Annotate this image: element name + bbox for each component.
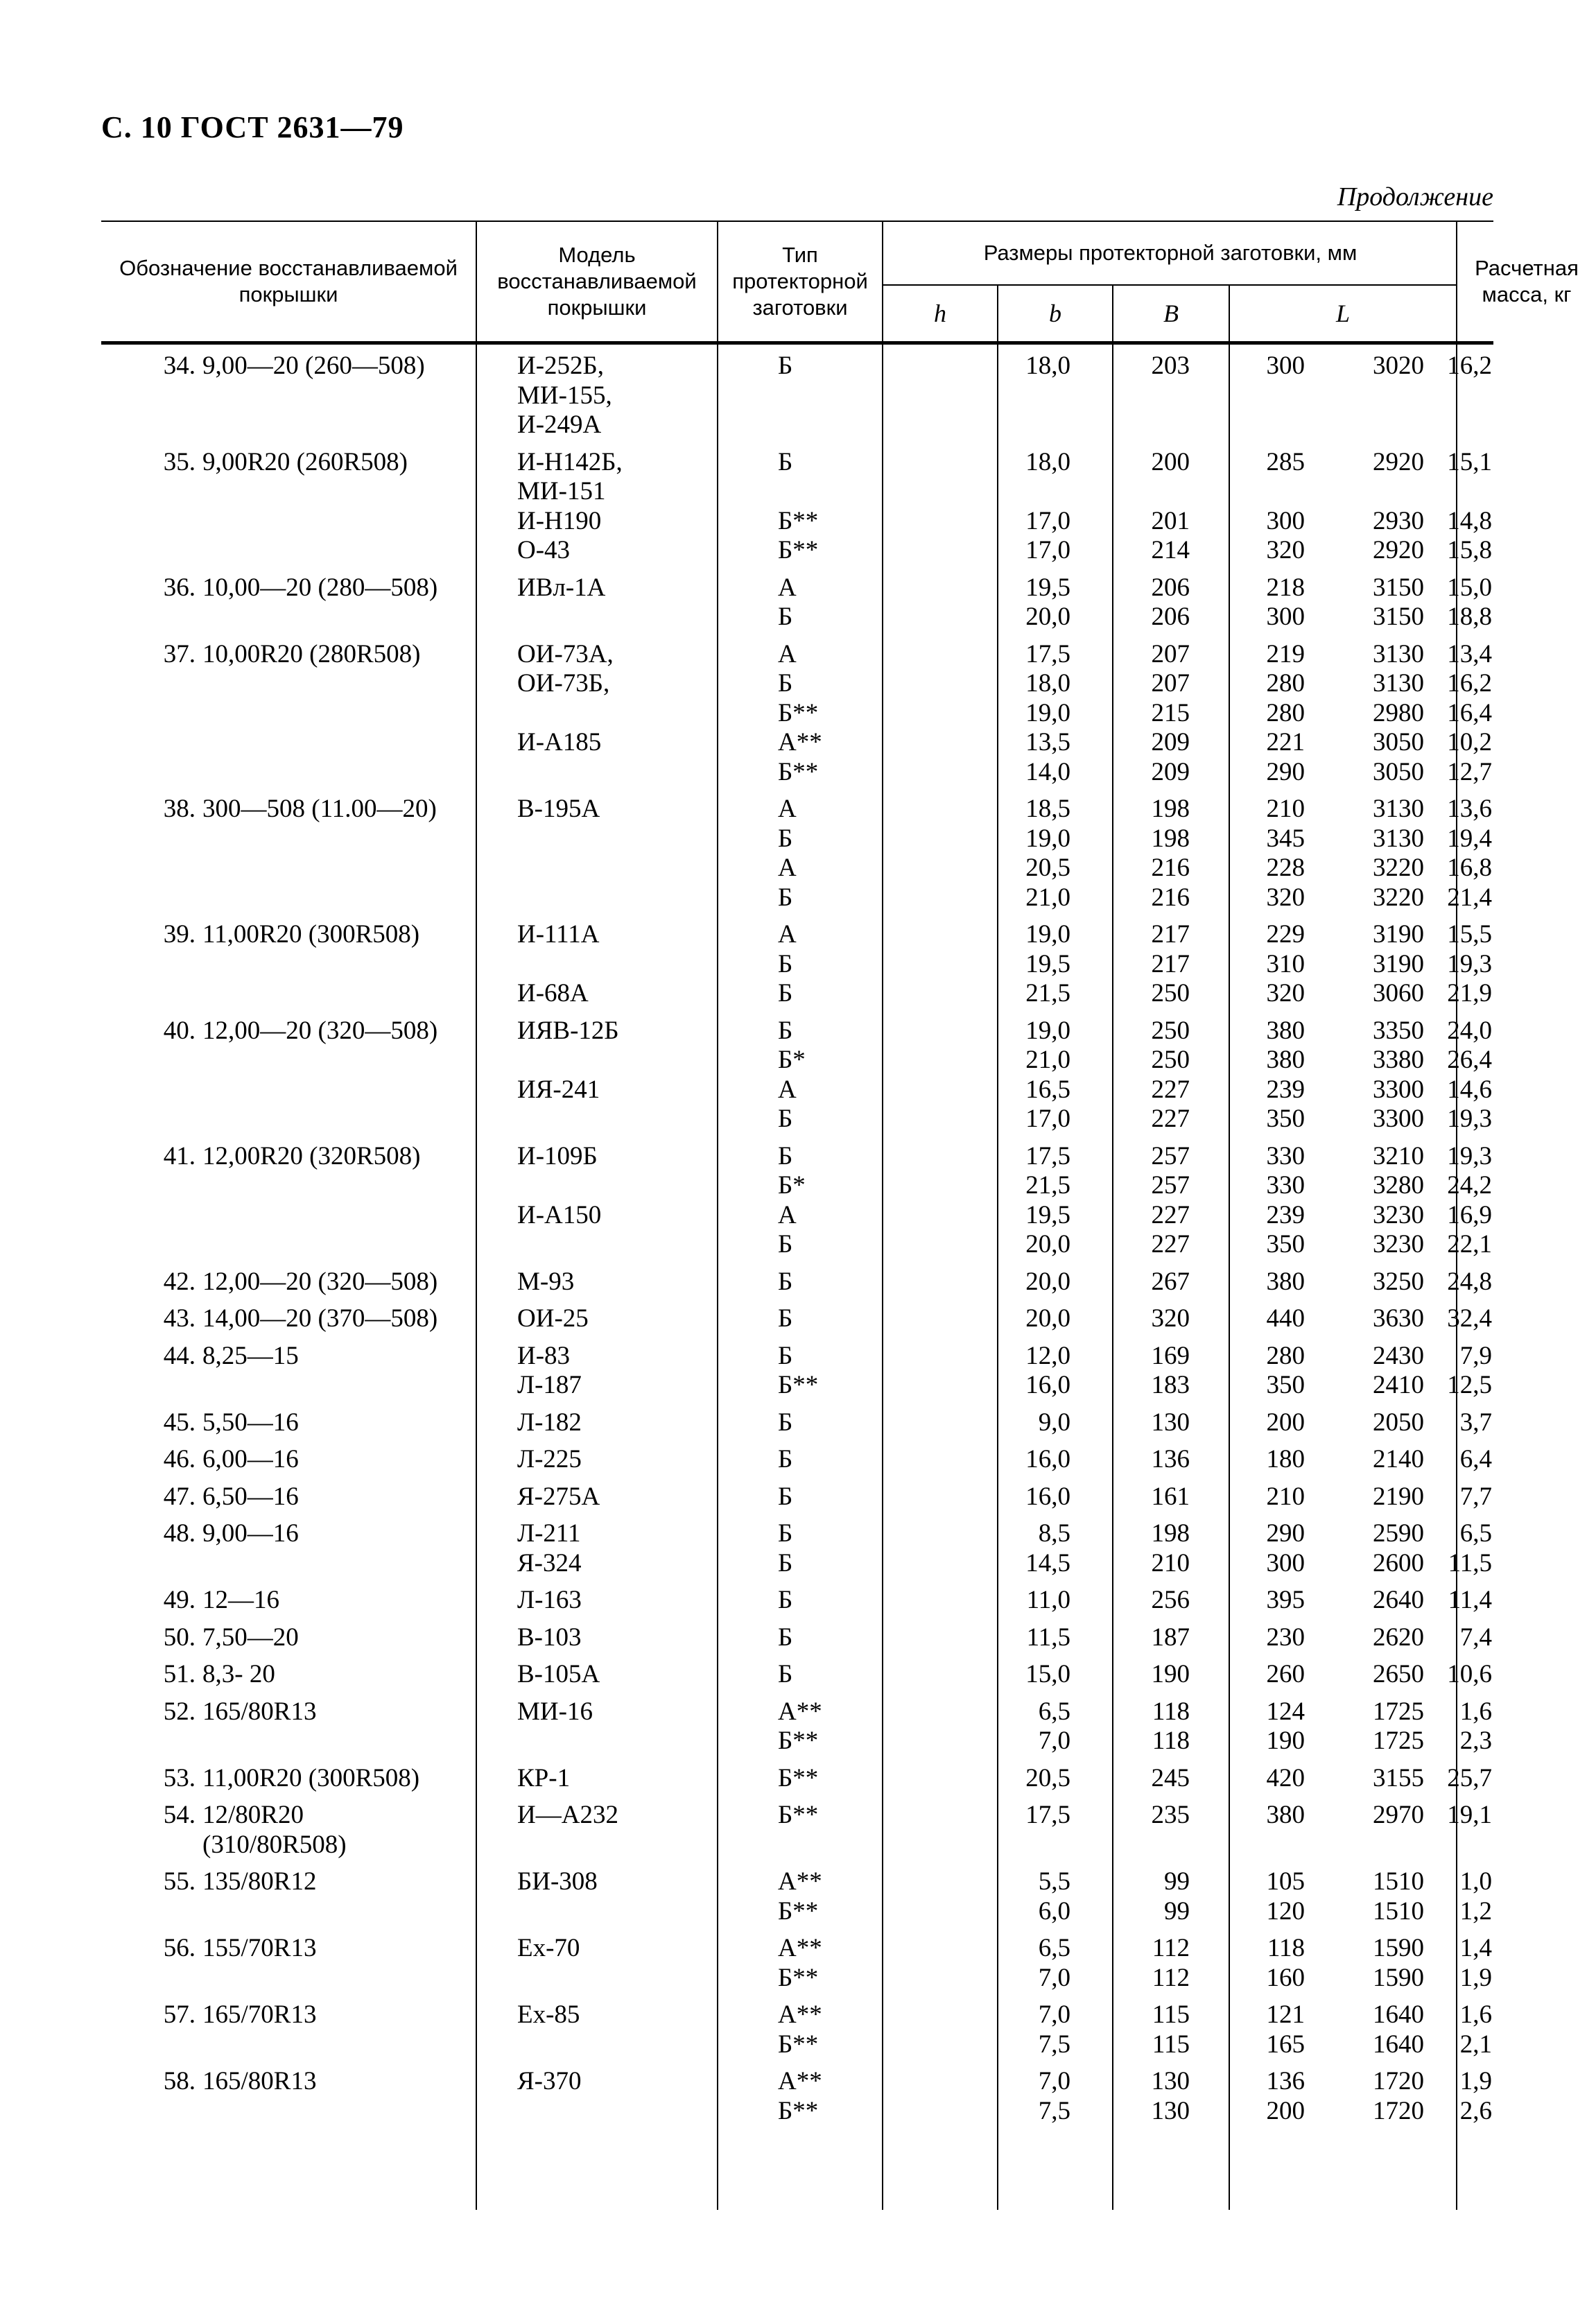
designation-cell bbox=[101, 795, 469, 824]
tire-designation: 12,00—20 (320—508) bbox=[202, 1016, 438, 1045]
row-number: 37. bbox=[163, 639, 196, 668]
b-cell: 257 257 227 227 bbox=[1151, 1141, 1190, 1259]
model-cell: И-252Б, МИ-155, И-249А bbox=[517, 352, 612, 439]
row-number: 38. bbox=[163, 795, 196, 823]
row-number: 41. bbox=[163, 1141, 196, 1170]
row-number: 53. bbox=[163, 1763, 196, 1792]
B-cell: 200 bbox=[1266, 1408, 1305, 1437]
b-cell: 130 130 bbox=[1151, 2067, 1190, 2125]
mass-cell: 15,5 19,3 21,9 bbox=[1447, 920, 1492, 1008]
model-cell: Я-370 bbox=[517, 2067, 582, 2095]
type-cell: А Б А Б bbox=[778, 795, 797, 912]
tire-designation: 12,00R20 (320R508) bbox=[202, 1141, 421, 1170]
b-cell: 115 115 bbox=[1152, 2000, 1190, 2059]
b-cell: 320 bbox=[1151, 1304, 1190, 1333]
h-cell: 20,5 bbox=[1025, 1763, 1070, 1792]
tire-designation: 300—508 (11.00—20) bbox=[202, 795, 437, 823]
model-cell: ОИ-73А, ОИ-73Б, И-А185 bbox=[517, 639, 614, 756]
model-cell: КР-1 bbox=[517, 1763, 571, 1792]
type-cell: Б bbox=[778, 1482, 793, 1511]
tire-designation: 135/80R12 bbox=[202, 1867, 317, 1896]
model-cell: МИ-16 bbox=[517, 1697, 593, 1726]
b-cell: 245 bbox=[1151, 1763, 1190, 1792]
L-cell: 2620 bbox=[1373, 1623, 1424, 1652]
type-cell: Б bbox=[778, 1304, 793, 1333]
L-cell: 2970 bbox=[1373, 1801, 1424, 1829]
header-L: L bbox=[1335, 300, 1351, 327]
h-cell: 11,0 bbox=[1026, 1586, 1070, 1614]
b-cell: 198 198 216 216 bbox=[1151, 795, 1190, 912]
row-number: 48. bbox=[163, 1519, 196, 1548]
b-cell: 169 183 bbox=[1151, 1341, 1190, 1399]
tire-designation: 12/80R20 (310/80R508) bbox=[202, 1801, 347, 1859]
model-cell: Л-225 bbox=[517, 1445, 582, 1473]
B-cell: 210 bbox=[1266, 1482, 1305, 1511]
model-cell: В-103 bbox=[517, 1623, 582, 1652]
type-cell: Б bbox=[778, 1408, 793, 1437]
mass-cell: 1,4 1,9 bbox=[1459, 1934, 1492, 1992]
b-cell: 256 bbox=[1151, 1586, 1190, 1614]
model-cell: Ех-70 bbox=[517, 1934, 580, 1962]
L-cell: 2920 2930 2920 bbox=[1373, 447, 1424, 564]
row-number: 49. bbox=[163, 1586, 196, 1614]
h-cell: 18,0 bbox=[1025, 352, 1070, 380]
mass-cell: 32,4 bbox=[1447, 1304, 1492, 1333]
tire-designation: 165/70R13 bbox=[202, 2000, 317, 2029]
designation-cell bbox=[101, 1142, 469, 1172]
h-cell: 17,5 21,5 19,5 20,0 bbox=[1025, 1141, 1070, 1259]
B-cell: 280 350 bbox=[1266, 1341, 1305, 1399]
L-cell: 2590 2600 bbox=[1373, 1519, 1424, 1577]
L-cell: 2050 bbox=[1373, 1408, 1424, 1437]
mass-cell: 6,5 11,5 bbox=[1448, 1519, 1492, 1577]
b-cell: 187 bbox=[1151, 1623, 1190, 1652]
tire-designation: 7,50—20 bbox=[202, 1623, 299, 1652]
tire-designation: 11,00R20 (300R508) bbox=[202, 920, 420, 949]
tire-designation: 12—16 bbox=[202, 1586, 279, 1614]
tire-designation: 10,00—20 (280—508) bbox=[202, 573, 438, 602]
mass-cell: 1,6 2,1 bbox=[1459, 2000, 1492, 2059]
type-cell: А Б Б bbox=[778, 920, 797, 1008]
mass-cell: 25,7 bbox=[1447, 1763, 1492, 1792]
designation-cell bbox=[101, 2000, 469, 2030]
type-cell: Б Б** Б** bbox=[778, 447, 819, 564]
B-cell: 210 345 228 320 bbox=[1266, 795, 1305, 912]
L-cell: 3190 3190 3060 bbox=[1373, 920, 1424, 1008]
model-cell: ИЯВ-12Б ИЯ-241 bbox=[517, 1016, 619, 1104]
row-number: 40. bbox=[163, 1016, 196, 1045]
type-cell: А** Б** bbox=[778, 2000, 822, 2059]
L-cell: 2430 2410 bbox=[1373, 1341, 1424, 1399]
designation-cell bbox=[101, 1934, 469, 1964]
model-cell: Л-211 Я-324 bbox=[517, 1519, 582, 1577]
tire-designation: 8,3- 20 bbox=[202, 1660, 275, 1688]
designation-cell bbox=[101, 1764, 469, 1794]
b-cell: 161 bbox=[1151, 1482, 1190, 1511]
header-dimensions: Размеры протекторной заготовки, мм bbox=[983, 241, 1358, 265]
header-b: b bbox=[1049, 300, 1061, 327]
mass-cell: 15,1 14,8 15,8 bbox=[1447, 447, 1492, 564]
b-cell: 217 217 250 bbox=[1151, 920, 1190, 1008]
tire-designation: 9,00—20 (260—508) bbox=[202, 352, 425, 380]
h-cell: 7,0 7,5 bbox=[1038, 2067, 1070, 2125]
mass-cell: 24,0 26,4 14,6 19,3 bbox=[1447, 1016, 1492, 1133]
mass-cell: 7,7 bbox=[1459, 1482, 1492, 1511]
designation-cell bbox=[101, 2067, 469, 2097]
type-cell: Б** bbox=[778, 1801, 819, 1829]
L-cell: 2640 bbox=[1373, 1586, 1424, 1614]
h-cell: 16,0 bbox=[1025, 1445, 1070, 1473]
type-cell: Б bbox=[778, 352, 793, 380]
B-cell: 118 160 bbox=[1266, 1934, 1305, 1992]
B-cell: 180 bbox=[1266, 1445, 1305, 1473]
B-cell: 218 300 bbox=[1266, 573, 1305, 631]
h-cell: 9,0 bbox=[1038, 1408, 1070, 1437]
designation-cell bbox=[101, 1268, 469, 1297]
h-cell: 19,0 21,0 16,5 17,0 bbox=[1025, 1016, 1070, 1133]
header-h: h bbox=[934, 300, 946, 327]
continuation-label: Продолжение bbox=[1337, 182, 1493, 211]
mass-cell: 16,2 bbox=[1447, 352, 1492, 380]
mass-cell: 1,9 2,6 bbox=[1459, 2067, 1492, 2125]
h-cell: 18,0 17,0 17,0 bbox=[1025, 447, 1070, 564]
h-cell: 11,5 bbox=[1026, 1623, 1070, 1652]
tire-designation: 155/70R13 bbox=[202, 1934, 317, 1962]
model-cell: М-93 bbox=[517, 1267, 575, 1296]
B-cell: 285 300 320 bbox=[1266, 447, 1305, 564]
model-cell: ОИ-25 bbox=[517, 1304, 589, 1333]
row-number: 57. bbox=[163, 2000, 196, 2029]
B-cell: 290 300 bbox=[1266, 1519, 1305, 1577]
designation-cell bbox=[101, 1304, 469, 1334]
L-cell: 2190 bbox=[1373, 1482, 1424, 1511]
type-cell: Б Б** bbox=[778, 1341, 819, 1399]
mass-cell: 3,7 bbox=[1459, 1408, 1492, 1437]
row-number: 58. bbox=[163, 2067, 196, 2095]
tire-designation: 9,00R20 (260R508) bbox=[202, 447, 408, 476]
type-cell: Б bbox=[778, 1267, 793, 1296]
h-cell: 8,5 14,5 bbox=[1025, 1519, 1070, 1577]
B-cell: 219 280 280 221 290 bbox=[1266, 639, 1305, 786]
designation-cell bbox=[101, 1801, 469, 1860]
mass-cell: 13,4 16,2 16,4 10,2 12,7 bbox=[1447, 639, 1492, 786]
B-cell: 380 bbox=[1266, 1801, 1305, 1829]
h-cell: 20,0 bbox=[1025, 1267, 1070, 1296]
type-cell: Б bbox=[778, 1586, 793, 1614]
mass-cell: 13,6 19,4 16,8 21,4 bbox=[1447, 795, 1492, 912]
model-cell: В-105А bbox=[517, 1660, 600, 1688]
model-cell: И-111А И-68А bbox=[517, 920, 600, 1008]
b-cell: 203 bbox=[1151, 352, 1190, 380]
mass-cell: 1,6 2,3 bbox=[1459, 1697, 1492, 1755]
b-cell: 130 bbox=[1151, 1408, 1190, 1437]
B-cell: 136 200 bbox=[1266, 2067, 1305, 2125]
designation-cell bbox=[101, 1482, 469, 1512]
header-designation: Обозначение восстанавливаемой покрышки bbox=[119, 256, 458, 306]
designation-cell bbox=[101, 640, 469, 670]
h-cell: 6,5 7,0 bbox=[1038, 1697, 1070, 1755]
tire-designation: 6,00—16 bbox=[202, 1445, 299, 1473]
row-number: 56. bbox=[163, 1934, 196, 1962]
model-cell: БИ-308 bbox=[517, 1867, 598, 1896]
mass-cell: 6,4 bbox=[1459, 1445, 1492, 1473]
model-cell: Я-275А bbox=[517, 1482, 600, 1511]
designation-cell bbox=[101, 1867, 469, 1897]
tire-designation: 165/80R13 bbox=[202, 2067, 317, 2095]
table-body bbox=[101, 345, 1493, 2210]
mass-cell: 1,0 1,2 bbox=[1459, 1867, 1492, 1926]
mass-cell: 11,4 bbox=[1448, 1586, 1492, 1614]
type-cell: А Б Б** А** Б** bbox=[778, 639, 822, 786]
table-header bbox=[101, 220, 1579, 345]
L-cell: 3020 bbox=[1373, 352, 1424, 380]
L-cell: 1725 1725 bbox=[1373, 1697, 1424, 1755]
tire-designation: 10,00R20 (280R508) bbox=[202, 639, 421, 668]
type-cell: Б Б bbox=[778, 1519, 793, 1577]
B-cell: 260 bbox=[1266, 1660, 1305, 1688]
h-cell: 7,0 7,5 bbox=[1038, 2000, 1070, 2059]
h-cell: 17,5 bbox=[1025, 1801, 1070, 1829]
type-cell: Б** bbox=[778, 1763, 819, 1792]
tire-designation: 11,00R20 (300R508) bbox=[202, 1763, 420, 1792]
B-cell: 380 bbox=[1266, 1267, 1305, 1296]
designation-cell bbox=[101, 1408, 469, 1438]
h-cell: 12,0 16,0 bbox=[1025, 1341, 1070, 1399]
b-cell: 267 bbox=[1151, 1267, 1190, 1296]
tire-designation: 6,50—16 bbox=[202, 1482, 299, 1511]
type-cell: А** Б** bbox=[778, 2067, 822, 2125]
b-cell: 190 bbox=[1151, 1660, 1190, 1688]
mass-cell: 24,8 bbox=[1447, 1267, 1492, 1296]
L-cell: 2140 bbox=[1373, 1445, 1424, 1473]
type-cell: А** Б** bbox=[778, 1934, 822, 1992]
B-cell: 395 bbox=[1266, 1586, 1305, 1614]
type-cell: А Б bbox=[778, 573, 797, 631]
h-cell: 19,5 20,0 bbox=[1025, 573, 1070, 631]
b-cell: 250 250 227 227 bbox=[1151, 1016, 1190, 1133]
designation-cell bbox=[101, 1697, 469, 1727]
model-cell: ИВл-1А bbox=[517, 573, 606, 602]
model-cell: И—А232 bbox=[517, 1801, 618, 1829]
L-cell: 1510 1510 bbox=[1373, 1867, 1424, 1926]
row-number: 51. bbox=[163, 1660, 196, 1688]
mass-cell: 19,1 bbox=[1447, 1801, 1492, 1829]
designation-cell bbox=[101, 1342, 469, 1372]
h-cell: 19,0 19,5 21,5 bbox=[1025, 920, 1070, 1008]
row-number: 34. bbox=[163, 352, 196, 380]
L-cell: 3630 bbox=[1373, 1304, 1424, 1333]
row-number: 44. bbox=[163, 1341, 196, 1370]
b-cell: 235 bbox=[1151, 1801, 1190, 1829]
tread-blank-table bbox=[101, 220, 1579, 2210]
h-cell: 16,0 bbox=[1025, 1482, 1070, 1511]
L-cell: 2650 bbox=[1373, 1660, 1424, 1688]
mass-cell: 10,6 bbox=[1447, 1660, 1492, 1688]
tire-designation: 8,25—15 bbox=[202, 1341, 299, 1370]
tire-designation: 5,50—16 bbox=[202, 1408, 299, 1437]
B-cell: 105 120 bbox=[1266, 1867, 1305, 1926]
b-cell: 118 118 bbox=[1152, 1697, 1190, 1755]
mass-cell: 7,9 12,5 bbox=[1447, 1341, 1492, 1399]
L-cell: 3210 3280 3230 3230 bbox=[1373, 1141, 1424, 1259]
row-number: 54. bbox=[163, 1801, 196, 1829]
b-cell: 99 99 bbox=[1164, 1867, 1190, 1926]
model-cell: В-195А bbox=[517, 795, 600, 823]
mass-cell: 19,3 24,2 16,9 22,1 bbox=[1447, 1141, 1492, 1259]
h-cell: 17,5 18,0 19,0 13,5 14,0 bbox=[1025, 639, 1070, 786]
model-cell: Л-163 bbox=[517, 1586, 582, 1614]
B-cell: 380 380 239 350 bbox=[1266, 1016, 1305, 1133]
designation-cell bbox=[101, 573, 469, 603]
type-cell: Б Б* А Б bbox=[778, 1016, 806, 1133]
row-number: 35. bbox=[163, 447, 196, 476]
row-number: 47. bbox=[163, 1482, 196, 1511]
type-cell: Б bbox=[778, 1660, 793, 1688]
b-cell: 207 207 215 209 209 bbox=[1151, 639, 1190, 786]
model-cell: И-83 Л-187 bbox=[517, 1341, 582, 1399]
L-cell: 1640 1640 bbox=[1373, 2000, 1424, 2059]
designation-cell bbox=[101, 1623, 469, 1653]
tire-designation: 165/80R13 bbox=[202, 1697, 317, 1726]
type-cell: Б bbox=[778, 1623, 793, 1652]
tire-designation: 14,00—20 (370—508) bbox=[202, 1304, 438, 1333]
L-cell: 3155 bbox=[1373, 1763, 1424, 1792]
b-cell: 136 bbox=[1151, 1445, 1190, 1473]
L-cell: 3130 3130 3220 3220 bbox=[1373, 795, 1424, 912]
h-cell: 20,0 bbox=[1025, 1304, 1070, 1333]
L-cell: 1590 1590 bbox=[1373, 1934, 1424, 1992]
L-cell: 3250 bbox=[1373, 1267, 1424, 1296]
h-cell: 15,0 bbox=[1025, 1660, 1070, 1688]
page-header: С. 10 ГОСТ 2631—79 bbox=[101, 110, 404, 144]
row-number: 52. bbox=[163, 1697, 196, 1726]
h-cell: 6,5 7,0 bbox=[1038, 1934, 1070, 1992]
designation-cell bbox=[101, 1586, 469, 1616]
b-cell: 200 201 214 bbox=[1151, 447, 1190, 564]
row-number: 55. bbox=[163, 1867, 196, 1896]
row-number: 36. bbox=[163, 573, 196, 602]
header-type: Тип протекторной заготовки bbox=[732, 243, 868, 320]
type-cell: Б bbox=[778, 1445, 793, 1473]
type-cell: А** Б** bbox=[778, 1867, 822, 1926]
row-number: 43. bbox=[163, 1304, 196, 1333]
B-cell: 124 190 bbox=[1266, 1697, 1305, 1755]
B-cell: 121 165 bbox=[1266, 2000, 1305, 2059]
designation-cell bbox=[101, 1519, 469, 1549]
B-cell: 229 310 320 bbox=[1266, 920, 1305, 1008]
model-cell: Ех-85 bbox=[517, 2000, 580, 2029]
row-number: 50. bbox=[163, 1623, 196, 1652]
B-cell: 330 330 239 350 bbox=[1266, 1141, 1305, 1259]
B-cell: 440 bbox=[1266, 1304, 1305, 1333]
designation-cell bbox=[101, 1017, 469, 1046]
row-number: 46. bbox=[163, 1445, 196, 1473]
L-cell: 3150 3150 bbox=[1373, 573, 1424, 631]
L-cell: 3350 3380 3300 3300 bbox=[1373, 1016, 1424, 1133]
designation-cell bbox=[101, 1445, 469, 1475]
row-number: 42. bbox=[163, 1267, 196, 1296]
L-cell: 3130 3130 2980 3050 3050 bbox=[1373, 639, 1424, 786]
designation-cell bbox=[101, 920, 469, 950]
model-cell: И-Н142Б, МИ-151 И-Н190 О-43 bbox=[517, 447, 623, 564]
type-cell: Б Б* А Б bbox=[778, 1141, 806, 1259]
tire-designation: 9,00—16 bbox=[202, 1519, 299, 1548]
type-cell: А** Б** bbox=[778, 1697, 822, 1755]
b-cell: 112 112 bbox=[1152, 1934, 1190, 1992]
designation-cell bbox=[101, 448, 469, 478]
designation-cell bbox=[101, 1660, 469, 1690]
header-B: B bbox=[1163, 300, 1179, 327]
h-cell: 5,5 6,0 bbox=[1038, 1867, 1070, 1926]
model-cell: Л-182 bbox=[517, 1408, 582, 1437]
b-cell: 206 206 bbox=[1151, 573, 1190, 631]
mass-cell: 7,4 bbox=[1459, 1623, 1492, 1652]
row-number: 45. bbox=[163, 1408, 196, 1437]
header-model: Модель восстанавливаемой покрышки bbox=[497, 243, 697, 320]
B-cell: 420 bbox=[1266, 1763, 1305, 1792]
tire-designation: 12,00—20 (320—508) bbox=[202, 1267, 438, 1296]
B-cell: 230 bbox=[1266, 1623, 1305, 1652]
b-cell: 198 210 bbox=[1151, 1519, 1190, 1577]
designation-cell bbox=[101, 352, 469, 381]
row-number: 39. bbox=[163, 920, 196, 949]
L-cell: 1720 1720 bbox=[1373, 2067, 1424, 2125]
model-cell: И-109Б И-А150 bbox=[517, 1141, 602, 1229]
h-cell: 18,5 19,0 20,5 21,0 bbox=[1025, 795, 1070, 912]
B-cell: 300 bbox=[1266, 352, 1305, 380]
mass-cell: 15,0 18,8 bbox=[1447, 573, 1492, 631]
header-mass: Расчетная масса, кг bbox=[1475, 256, 1579, 306]
